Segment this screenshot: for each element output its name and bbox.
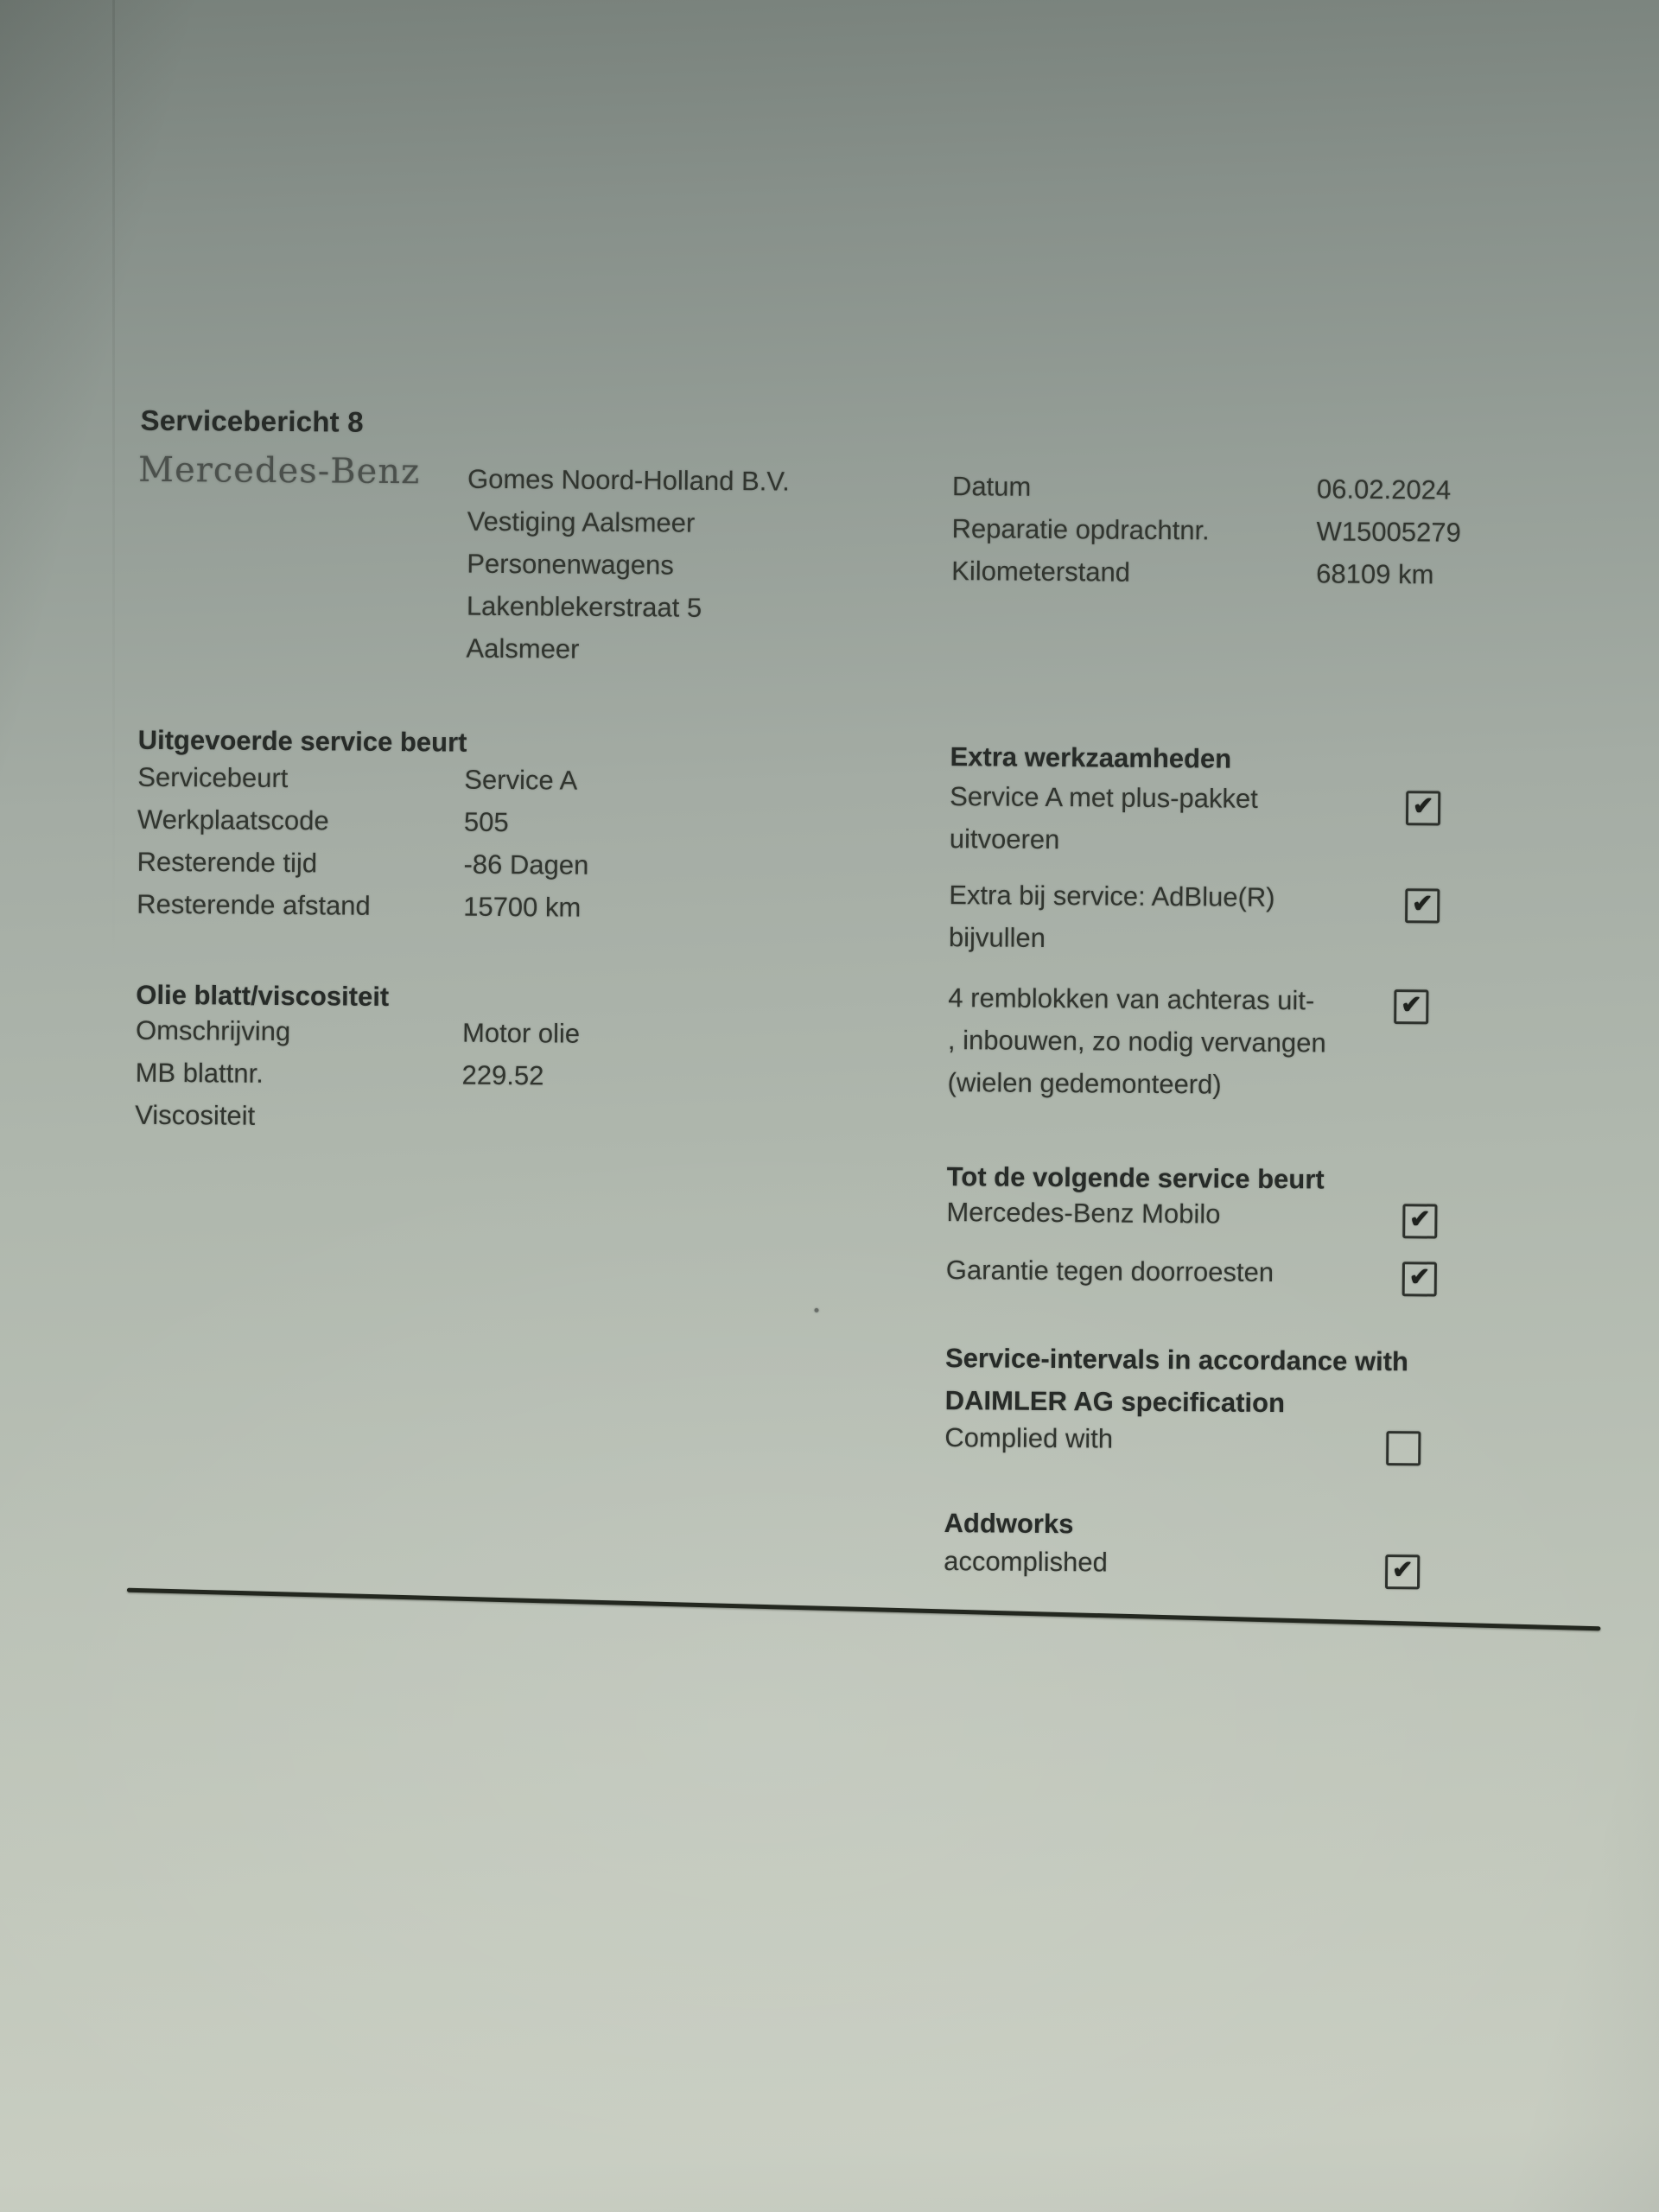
work-item-text: (wielen gedemonteerd) [947, 1067, 1222, 1100]
field-label: MB blattnr. [135, 1057, 264, 1089]
work-item-text: Garantie tegen doorroesten [945, 1255, 1274, 1288]
dealer-street: Lakenblekerstraat 5 [466, 590, 702, 623]
heading-line: Service-intervals in accordance with [944, 1343, 1409, 1377]
field-label: Werkplaatscode [137, 804, 329, 836]
checkmark-icon: ✔ [1401, 990, 1422, 1019]
field-value: 68109 km [1316, 558, 1434, 590]
heading-line: DAIMLER AG specification [944, 1385, 1286, 1419]
field-label: Servicebeurt [137, 761, 289, 794]
field-label: Kilometerstand [951, 556, 1131, 588]
field-value: Service A [464, 764, 578, 796]
dealer-name: Gomes Noord-Holland B.V. [467, 463, 790, 497]
paper-speck [814, 1308, 818, 1313]
field-value: -86 Dagen [463, 849, 589, 880]
section-heading-addworks: Addworks [944, 1508, 1074, 1540]
checkmark-icon: ✔ [1411, 889, 1433, 918]
work-item-text: Extra bij service: AdBlue(R) [949, 880, 1275, 913]
field-label: Resterende afstand [137, 888, 371, 921]
field-label: Reparatie opdrachtnr. [951, 513, 1210, 546]
work-item-text: bijvullen [948, 922, 1046, 953]
field-value: W15005279 [1316, 516, 1461, 548]
work-item-text: Complied with [944, 1422, 1114, 1454]
field-label: Datum [951, 471, 1032, 502]
section-heading-performed-service: Uitgevoerde service beurt [137, 724, 467, 758]
report-meta [951, 471, 1461, 598]
checkbox [1402, 1262, 1437, 1296]
field-label: Viscositeit [135, 1099, 256, 1131]
checkmark-icon: ✔ [1409, 1205, 1431, 1233]
dealer-branch: Vestiging Aalsmeer [467, 505, 696, 538]
field-label: Resterende tijd [137, 846, 318, 879]
brand-wordmark: Mercedes-Benz [137, 449, 421, 493]
checkbox [1406, 791, 1440, 825]
oil-table [135, 1014, 581, 1142]
checkbox [1405, 888, 1440, 923]
dealer-department: Personenwagens [467, 548, 674, 581]
work-item-plus-package [949, 781, 1434, 868]
checkmark-icon: ✔ [1408, 1262, 1431, 1291]
field-label: Omschrijving [135, 1014, 291, 1047]
performed-service-table [137, 761, 589, 931]
section-heading-oil: Olie blatt/viscositeit [136, 979, 390, 1012]
work-item-complied-with [944, 1422, 1113, 1466]
field-value: 505 [463, 806, 509, 838]
section-heading-until-next-service: Tot de volgende service beurt [946, 1161, 1325, 1195]
checkmark-icon: ✔ [1412, 791, 1434, 820]
work-item-text: Mercedes-Benz Mobilo [946, 1197, 1221, 1230]
dealer-city: Aalsmeer [466, 632, 580, 664]
section-heading-service-intervals [944, 1343, 1408, 1431]
field-value: 15700 km [463, 891, 582, 923]
work-item-text: Service A met plus-pakket [950, 781, 1258, 814]
checkmark-icon: ✔ [1391, 1555, 1414, 1584]
field-value: Motor olie [461, 1017, 581, 1049]
checkbox [1385, 1554, 1420, 1589]
work-item-accomplished [944, 1546, 1414, 1589]
work-item-text: 4 remblokken van achteras uit- [948, 982, 1315, 1016]
work-item-adblue [948, 880, 1433, 967]
work-item-mobilo [946, 1197, 1431, 1241]
work-item-text: uitvoeren [949, 823, 1060, 855]
dealer-address [466, 464, 790, 678]
checkbox [1402, 1204, 1437, 1238]
checkbox [1386, 1431, 1421, 1465]
work-item-text: accomplished [944, 1546, 1108, 1578]
report-title: Servicebericht 8 [140, 404, 364, 438]
checkbox [1394, 989, 1428, 1024]
field-value: 06.02.2024 [1316, 474, 1452, 505]
separator-rule [127, 1588, 1601, 1631]
field-value: 229.52 [461, 1059, 544, 1091]
work-item-text: , inbouwen, zo nodig vervangen [947, 1025, 1326, 1058]
work-item-brake-pads [947, 982, 1422, 1112]
section-heading-extra-work: Extra werkzaamheden [950, 741, 1232, 774]
work-item-rust-warranty [945, 1255, 1431, 1300]
